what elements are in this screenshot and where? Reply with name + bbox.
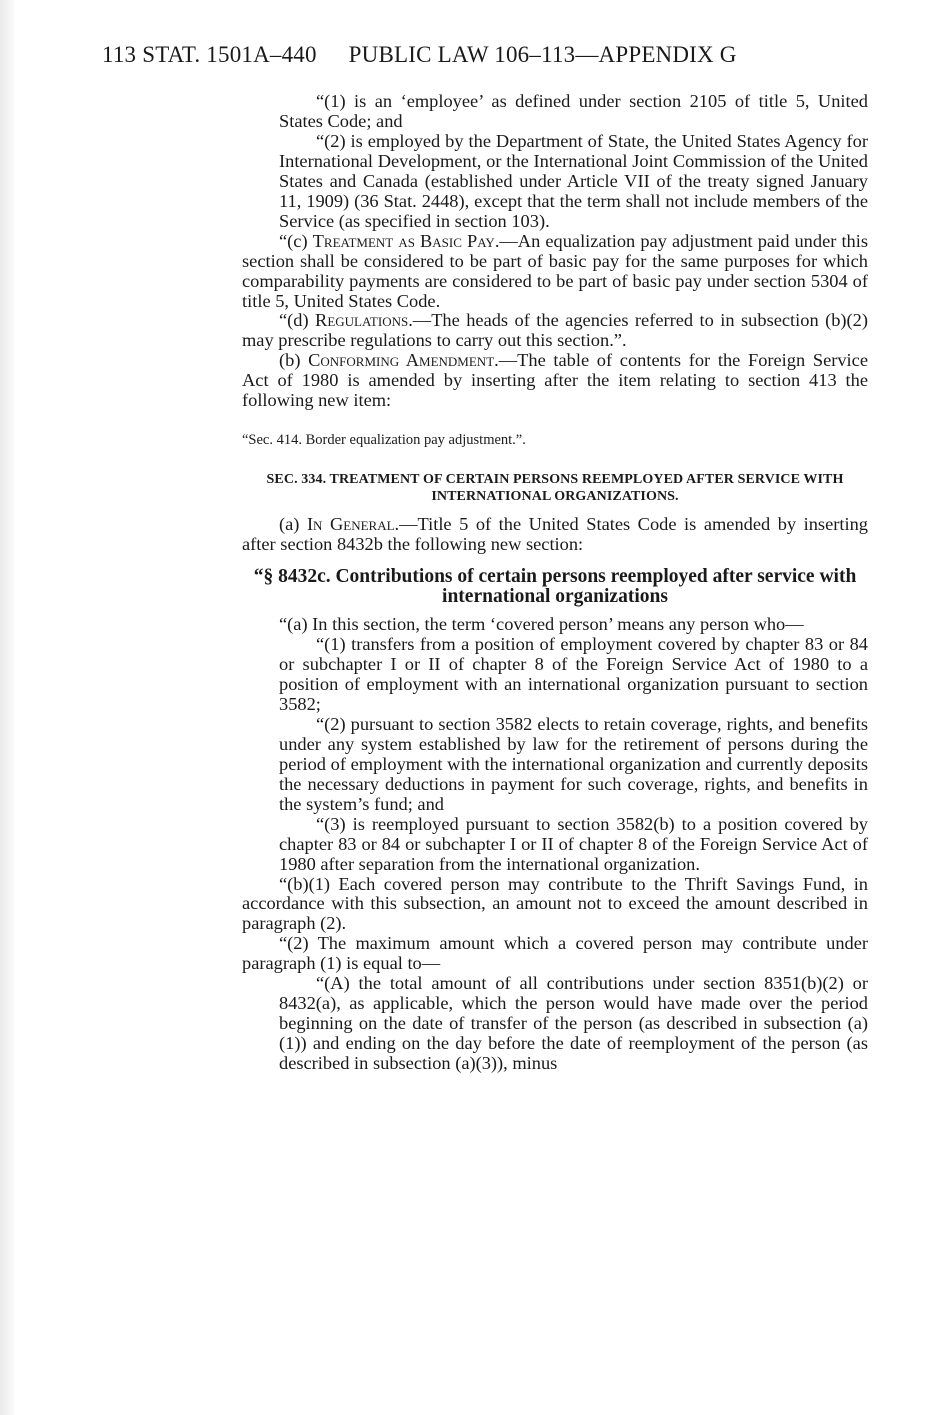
paragraph-text: .—Title 5 of the United States Code is amended by inserting after section 8432b the following new section: [242, 514, 868, 555]
paragraph-covered-person: “(a) In this section, the term ‘covered person’ means any person who— [279, 614, 804, 635]
section-8432c-heading: “§ 8432c. Contributions of certain persons reemployed after service with international organizations [253, 566, 857, 608]
paragraph-text: .—The table of contents for the Foreign Service Act of 1980 is amended by inserting after the item relating to section 413 the following new item: [242, 350, 868, 411]
paragraph-text: .—The heads of the agencies referred to in subsection (b)(2) may prescribe regulations to carry out this section.”. [242, 310, 868, 351]
paragraph-caption: In General [306, 514, 395, 535]
paragraph-reemployed: “(3) is reemployed pursuant to section 3582(b) to a position covered by chapter 83 or 84 or subchapter I or II of chapter 8 of the Foreign Service Act of 1980 after separation from the international organization. [279, 813, 868, 874]
paragraph-conforming-amendment [242, 351, 868, 411]
paragraph-caption: Regulations [315, 310, 409, 331]
paragraph-in-general [242, 515, 868, 555]
toc-entry: “Sec. 414. Border equalization pay adjustment.”. [242, 432, 526, 449]
paragraph-retain-coverage: “(2) pursuant to section 3582 elects to retain coverage, rights, and benefits under any system established by law for the retirement of persons during the period of employment with the international organization and currently deposits the necessary deductions in payment for such coverage, rights, and benefits in the system’s fund; and [279, 713, 868, 814]
document-body [242, 92, 868, 1074]
paragraph-lead: (b) [279, 350, 309, 371]
paragraph-b2-maximum: “(2) The maximum amount which a covered person may contribute under paragraph (1) is equal to— [242, 933, 868, 974]
page-header [102, 42, 862, 68]
statute-citation: 113 STAT. 1501A–440 [102, 42, 317, 67]
section-334-heading: SEC. 334. TREATMENT OF CERTAIN PERSONS REEMPLOYED AFTER SERVICE WITH INTERNATIONAL ORGANIZATIONS. [266, 472, 844, 505]
paragraph-caption: Conforming Amendment [308, 350, 495, 371]
paragraph-lead: “(c) [279, 230, 313, 251]
paragraph-transfers: “(1) transfers from a position of employment covered by chapter 83 or 84 or subchapter I or II of chapter 8 of the Foreign Service Act of 1980 to a position of employment with an international organization pursuant to section 3582; [279, 634, 868, 714]
paragraph-employed-by: “(2) is employed by the Department of State, the United States Agency for International Development, or the International Joint Commission of the United States and Canada (established under Article VII of the treaty signed January 11, 1909) (36 Stat. 2448), except that the term shall not include members of the Service (as specified in section 103). [279, 130, 868, 231]
page-scan-edge [0, 0, 14, 1415]
paragraph-employee-definition: “(1) is an ‘employee’ as defined under section 2105 of title 5, United States Code; and [279, 91, 868, 131]
paragraph-b1-contribution: “(b)(1) Each covered person may contribute to the Thrift Savings Fund, in accordance with this subsection, an amount not to exceed the amount described in paragraph (2). [242, 873, 868, 934]
paragraph-text: .—An equalization pay adjustment paid under this section shall be considered to be part of basic pay for the same purposes for which comparability payments are considered to be part of basic pay under section 5304 of title 5, United States Code. [242, 230, 869, 311]
paragraph-caption: Treatment as Basic Pay [312, 230, 495, 251]
law-title: PUBLIC LAW 106–113—APPENDIX G [348, 42, 737, 67]
paragraph-lead: “(d) [279, 310, 316, 331]
paragraph-lead: (a) [279, 514, 307, 535]
paragraph-bA-total: “(A) the total amount of all contributions under section 8351(b)(2) or 8432(a), as applicable, which the person would have made over the period beginning on the date of transfer of the person (as described in subsection (a)(1)) and ending on the day before the date of reemployment of the person (as described in subsection (a)(3)), minus [279, 973, 868, 1074]
paragraph-regulations [242, 311, 868, 351]
paragraph-treatment-basic-pay [242, 232, 868, 312]
